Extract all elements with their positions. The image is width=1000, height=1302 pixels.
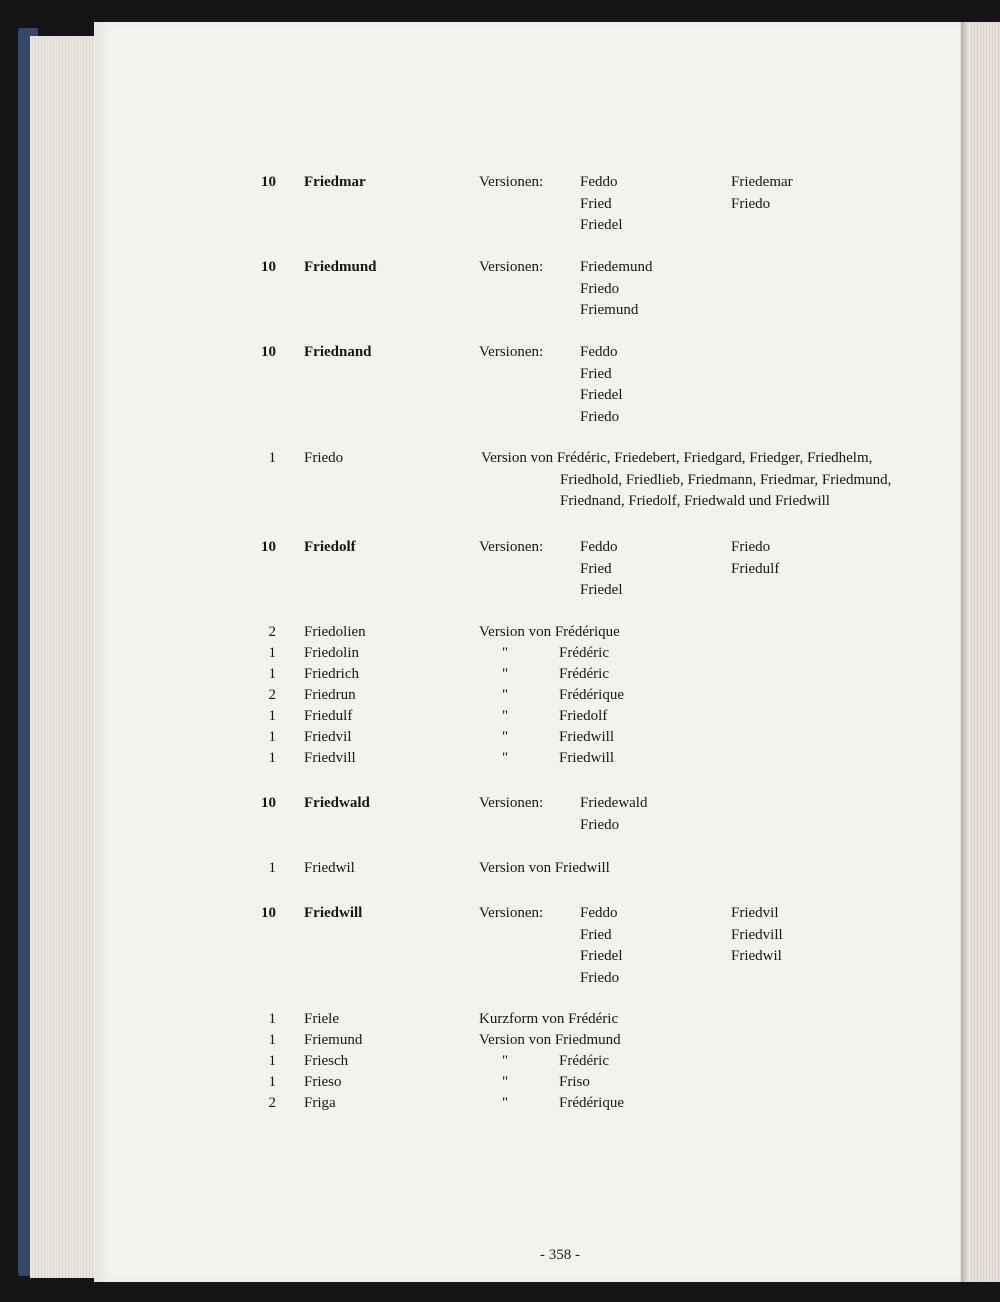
- entry-target: Friedwill: [559, 750, 614, 766]
- version-name: Friedel: [580, 948, 623, 964]
- entry-name: Friedmar: [304, 174, 366, 190]
- entry-target: Friedolf: [559, 708, 608, 724]
- entry-count: 10: [261, 539, 276, 555]
- entry-count: 1: [268, 1032, 276, 1048]
- entry-name: Friedmund: [304, 259, 377, 275]
- entry-name: Friedrich: [304, 666, 359, 682]
- entry-count: 1: [268, 1053, 276, 1069]
- version-name: Friedo: [580, 408, 620, 425]
- entry-count: 1: [268, 708, 276, 724]
- entry-name: Frieso: [304, 1074, 342, 1090]
- version-name: Friedemund: [580, 259, 653, 275]
- entry-target: Frédérique: [559, 1095, 624, 1111]
- ditto-mark: ": [502, 1095, 509, 1111]
- entry-count: 10: [261, 174, 276, 190]
- entry-description: Versionen:: [479, 905, 544, 921]
- entry-description: Version von Friedwill: [479, 860, 610, 876]
- version-name: Friedo: [580, 969, 620, 986]
- entry-name: Friesch: [304, 1053, 349, 1069]
- version-name-secondary: Friedvil: [731, 905, 779, 921]
- version-name: Friedo: [580, 816, 620, 833]
- entry-name: Friedolf: [304, 539, 356, 555]
- entry-name: Friedolien: [304, 624, 366, 640]
- entry-count: 1: [268, 1074, 276, 1090]
- entry-count: 1: [268, 1011, 276, 1027]
- entry-name: Friele: [304, 1011, 339, 1027]
- version-name-secondary: Friedvill: [731, 926, 783, 943]
- ditto-mark: ": [502, 645, 509, 661]
- entry-count: 10: [261, 905, 276, 921]
- version-name: Fried: [580, 195, 612, 212]
- entry-target: Friedwill: [559, 729, 614, 745]
- version-name: Fried: [580, 560, 612, 577]
- version-name-secondary: Friedulf: [731, 560, 780, 577]
- version-name: Friemund: [580, 302, 639, 318]
- entry-count: 2: [268, 1095, 276, 1111]
- entry-target: Frédéric: [559, 1053, 609, 1069]
- entry-description-line: Friednand, Friedolf, Friedwald und Friedwill: [560, 493, 830, 509]
- entry-target: Frédérique: [559, 687, 624, 703]
- entry-count: 10: [261, 795, 276, 811]
- ditto-mark: ": [502, 750, 509, 766]
- entry-description: Versionen:: [479, 174, 544, 190]
- entry-count: 10: [261, 259, 276, 275]
- entry-name: Friedo: [304, 450, 344, 466]
- version-name: Friedel: [580, 582, 623, 598]
- version-name: Feddo: [580, 539, 618, 555]
- entry-description: Kurzform von Frédéric: [479, 1011, 619, 1027]
- entry-count: 2: [268, 624, 276, 640]
- entry-name: Friedrun: [304, 687, 356, 703]
- version-name: Friedo: [580, 280, 620, 297]
- entry-count: 10: [261, 344, 276, 360]
- entry-name: Friedwill: [304, 905, 363, 921]
- entry-description: Versionen:: [479, 539, 544, 555]
- version-name-secondary: Friedo: [731, 539, 771, 555]
- entry-name: Friedwil: [304, 860, 355, 876]
- entry-name: Friedvil: [304, 729, 352, 745]
- version-name: Feddo: [580, 905, 618, 921]
- entry-name: Friednand: [304, 344, 372, 360]
- version-name-secondary: Friedwil: [731, 948, 782, 964]
- entry-name: Friedvill: [304, 750, 356, 766]
- entry-description: Versionen:: [479, 259, 544, 275]
- entry-count: 1: [268, 750, 276, 766]
- version-name: Fried: [580, 365, 612, 382]
- version-name: Feddo: [580, 174, 618, 190]
- version-name: Fried: [580, 926, 612, 943]
- entry-target: Friso: [559, 1074, 590, 1090]
- entry-description: Versionen:: [479, 795, 544, 811]
- ditto-mark: ": [502, 708, 509, 724]
- entry-count: 1: [268, 729, 276, 745]
- entry-description-line: Friedhold, Friedlieb, Friedmann, Friedmar, Friedmund,: [560, 471, 892, 488]
- entry-count: 2: [268, 687, 276, 703]
- version-name: Feddo: [580, 344, 618, 360]
- ditto-mark: ": [502, 1074, 509, 1090]
- ditto-mark: ": [502, 666, 509, 682]
- entry-count: 1: [268, 645, 276, 661]
- entry-description: Version von Frédérique: [479, 624, 620, 640]
- entry-description-line: Version von Frédéric, Friedebert, Friedgard, Friedger, Friedhelm,: [481, 450, 873, 466]
- version-name: Friedel: [580, 387, 623, 403]
- entry-name: Friga: [304, 1095, 336, 1111]
- entry-name: Friedwald: [304, 795, 370, 811]
- version-name-secondary: Friedemar: [731, 174, 793, 190]
- entry-count: 1: [268, 860, 276, 876]
- version-name: Friedel: [580, 217, 623, 233]
- version-name: Friedewald: [580, 795, 648, 811]
- ditto-mark: ": [502, 729, 509, 745]
- entry-target: Frédéric: [559, 666, 609, 682]
- version-name-secondary: Friedo: [731, 195, 771, 212]
- ditto-mark: ": [502, 687, 509, 703]
- entry-count: 1: [268, 450, 276, 466]
- entry-name: Friemund: [304, 1032, 363, 1048]
- page-number: - 358 -: [540, 1247, 580, 1263]
- entry-count: 1: [268, 666, 276, 682]
- entry-description: Versionen:: [479, 344, 544, 360]
- entry-name: Friedulf: [304, 708, 353, 724]
- entry-target: Frédéric: [559, 645, 609, 661]
- entry-description: Version von Friedmund: [479, 1032, 621, 1048]
- entry-name: Friedolin: [304, 645, 359, 661]
- ditto-mark: ": [502, 1053, 509, 1069]
